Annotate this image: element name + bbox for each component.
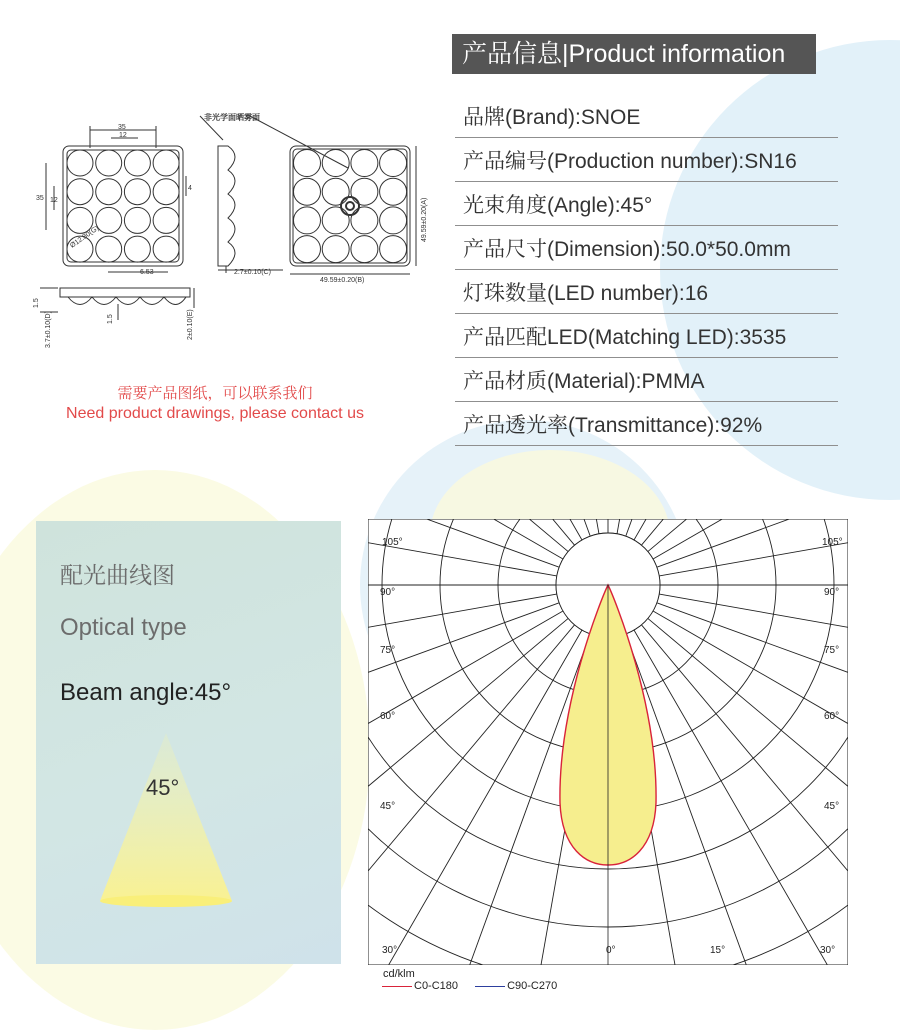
label-90-left: 90° — [380, 587, 396, 598]
lens-circle — [153, 179, 179, 205]
polar-legend — [382, 980, 557, 992]
lens-circle — [294, 150, 321, 177]
dim-35-side: 35 — [36, 195, 44, 202]
cone-angle-label: 45° — [146, 775, 180, 800]
technical-drawing — [28, 108, 438, 358]
dim-4: 4 — [188, 185, 192, 192]
label-105-right: 105° — [822, 537, 843, 548]
lens-circle — [153, 150, 179, 176]
spec-matching-led: 产品匹配LED(Matching LED):3535 — [455, 314, 838, 358]
label-75-left: 75° — [380, 645, 396, 656]
dim-2e: 2±0.10(E) — [187, 309, 194, 340]
label-0: 0° — [606, 945, 616, 956]
label-15: 15° — [710, 945, 726, 956]
label-45-right: 45° — [824, 801, 840, 812]
lens-circle — [322, 207, 349, 234]
lens-circle — [351, 150, 378, 177]
dim-15a: 1.5 — [33, 298, 40, 308]
lens-circle — [96, 179, 122, 205]
polar-distribution-chart — [368, 519, 848, 965]
section-view — [60, 288, 190, 297]
lens-circle — [380, 207, 407, 234]
lens-circle — [351, 207, 378, 234]
label-60-right: 60° — [824, 711, 840, 722]
lens-circle — [294, 236, 321, 263]
spec-product-number: 产品编号(Production number):SN16 — [455, 138, 838, 182]
side-profile — [218, 146, 235, 266]
contact-note-en: Need product drawings, please contact us — [66, 405, 364, 422]
label-90-right: 90° — [824, 587, 840, 598]
spec-list — [455, 94, 838, 446]
legend-swatch-c0 — [382, 986, 412, 987]
spec-led-number: 灯珠数量(LED number):16 — [455, 270, 838, 314]
lens-circle — [96, 207, 122, 233]
spec-brand: 品牌(Brand):SNOE — [455, 94, 838, 138]
lens-circle — [124, 150, 150, 176]
legend-c90-c270: C90-C270 — [507, 980, 558, 992]
lens-circle — [322, 178, 349, 205]
spec-dimension: 产品尺寸(Dimension):50.0*50.0mm — [455, 226, 838, 270]
label-60-left: 60° — [380, 711, 396, 722]
legend-swatch-c90 — [475, 986, 505, 987]
optical-type-panel — [36, 521, 341, 964]
optical-title-cn: 配光曲线图 — [60, 562, 175, 588]
lens-circle — [153, 207, 179, 233]
beam-cone — [96, 729, 236, 909]
lens-circle — [351, 236, 378, 263]
label-30-right: 30° — [820, 945, 836, 956]
lens-circle — [294, 207, 321, 234]
lens-circle — [67, 179, 93, 205]
product-info-title: 产品信息|Product information — [452, 34, 816, 74]
lens-circle — [380, 178, 407, 205]
dim-35-top: 35 — [118, 124, 126, 131]
front-view-outline — [63, 146, 183, 266]
label-75-right: 75° — [824, 645, 840, 656]
contact-note-cn: 需要产品图纸，可以联系我们 — [117, 385, 313, 402]
lens-circle — [322, 150, 349, 177]
lens-circle — [67, 150, 93, 176]
dim-12-top: 12 — [119, 132, 127, 139]
polar-unit: cd/klm — [383, 968, 415, 980]
beam-angle-label: Beam angle:45° — [60, 679, 232, 706]
spec-transmittance: 产品透光率(Transmittance):92% — [455, 402, 838, 446]
dim-circle-diameter: Ø12.80(G) — [69, 224, 101, 250]
label-45-left: 45° — [380, 801, 396, 812]
optical-title-en: Optical type — [60, 614, 187, 641]
dim-4959-a: 49.59±0.20(A) — [421, 197, 428, 242]
lens-circle — [294, 178, 321, 205]
label-105-left: 105° — [382, 537, 403, 548]
dim-653: 6.53 — [140, 269, 154, 276]
lens-circle — [380, 150, 407, 177]
dim-12-side: 12 — [50, 197, 58, 204]
lens-circle — [96, 236, 122, 262]
dim-27: 2.7±0.10(C) — [234, 269, 271, 276]
lens-circle — [322, 236, 349, 263]
dim-37: 3.7±0.10(D) — [45, 311, 52, 348]
spec-material: 产品材质(Material):PMMA — [455, 358, 838, 402]
lens-circle — [351, 178, 378, 205]
dim-4959-b: 49.59±0.20(B) — [320, 277, 365, 284]
top-view-outline — [290, 146, 410, 266]
dim-15b: 1.5 — [107, 314, 114, 324]
label-30-left: 30° — [382, 945, 398, 956]
lens-circle — [124, 179, 150, 205]
surface-note: 非光学面晒雾面 — [204, 113, 260, 122]
lens-circle — [380, 236, 407, 263]
lens-circle — [96, 150, 122, 176]
front-lens-grid — [67, 150, 179, 262]
lens-circle — [153, 236, 179, 262]
spec-angle: 光束角度(Angle):45° — [455, 182, 838, 226]
top-lens-grid — [294, 150, 407, 263]
lens-circle — [124, 207, 150, 233]
legend-c0-c180: C0-C180 — [414, 980, 459, 992]
lens-circle — [124, 236, 150, 262]
